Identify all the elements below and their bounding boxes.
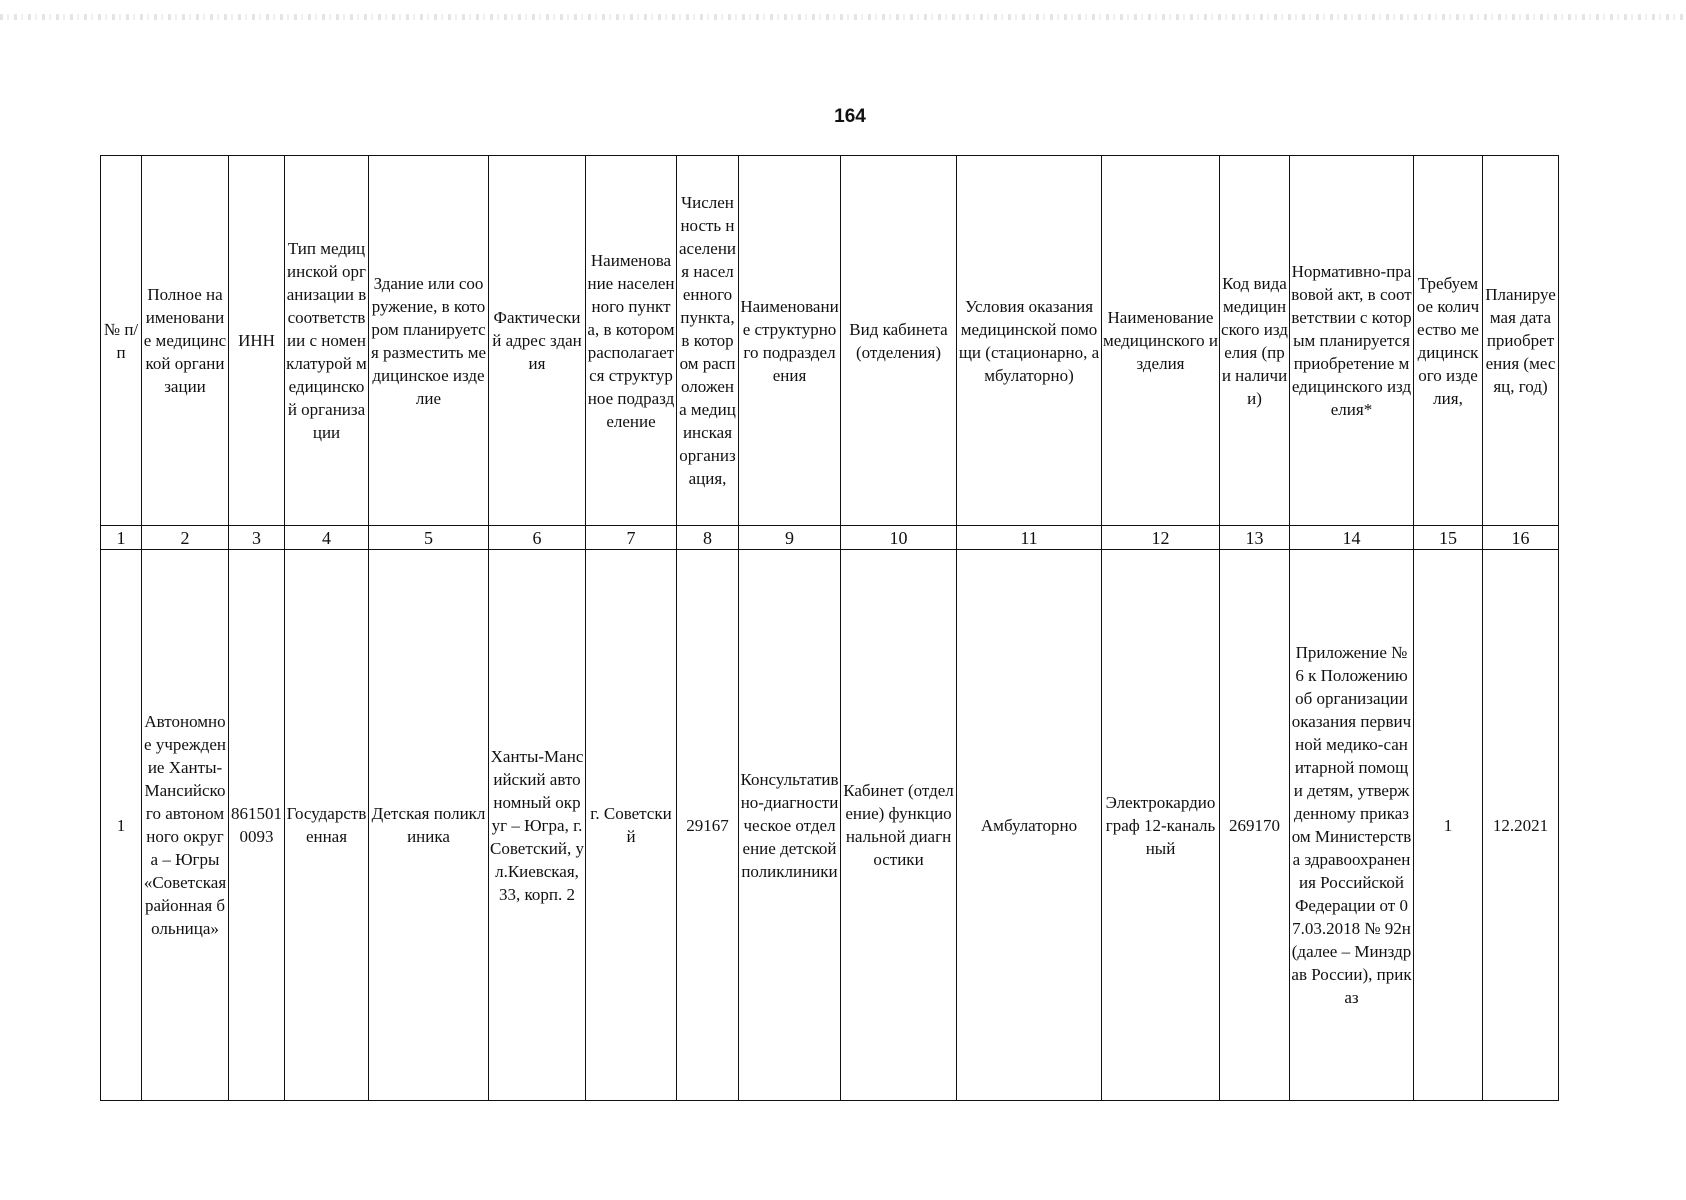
quantity-cell: 1	[1414, 550, 1483, 1101]
column-header: Вид кабинета (отделения)	[841, 156, 957, 526]
column-header: Требуемое количество медицинского изделия,	[1414, 156, 1483, 526]
inn-cell: 8615010093	[229, 550, 285, 1101]
column-header: Фактический адрес здания	[489, 156, 586, 526]
column-number: 7	[586, 526, 677, 550]
legal-act-cell: Приложение № 6 к Положению об организации оказания первичной медико-санитарной помощи детям, утвержденному приказом Министерства здравоохранения Российской Федерации от 07.03.2018 № 92н (далее – Минздрав России), приказ	[1290, 550, 1414, 1101]
column-header: Наименование населенного пункта, в котором располагается структурное подразделение	[586, 156, 677, 526]
column-number: 8	[677, 526, 739, 550]
column-number: 4	[285, 526, 369, 550]
column-number: 15	[1414, 526, 1483, 550]
column-header: ИНН	[229, 156, 285, 526]
page-number: 164	[834, 106, 866, 127]
column-header: Нормативно-правовой акт, в соответствии с которым планируется приобретение медицинского изделия*	[1290, 156, 1414, 526]
row-number-cell: 1	[101, 550, 142, 1101]
column-header: № п/п	[101, 156, 142, 526]
column-header: Тип медицинской организации в соответствии с номенклатурой медицинской организации	[285, 156, 369, 526]
column-header: Условия оказания медицинской помощи (стационарно, амбулаторно)	[957, 156, 1102, 526]
column-number: 12	[1102, 526, 1220, 550]
column-header: Планируемая дата приобретения (месяц, год)	[1483, 156, 1559, 526]
org-name-cell: Автономное учреждение Ханты-Мансийского автономного округа – Югры «Советская районная больница»	[142, 550, 229, 1101]
population-cell: 29167	[677, 550, 739, 1101]
column-header: Полное наименование медицинской организации	[142, 156, 229, 526]
column-header: Наименование медицинского изделия	[1102, 156, 1220, 526]
column-number: 1	[101, 526, 142, 550]
settlement-cell: г. Советский	[586, 550, 677, 1101]
column-number: 11	[957, 526, 1102, 550]
device-code-cell: 269170	[1220, 550, 1290, 1101]
column-number: 6	[489, 526, 586, 550]
column-header: Здание или сооружение, в котором планируется разместить медицинское изделие	[369, 156, 489, 526]
column-header: Код вида медицинского изделия (при наличии)	[1220, 156, 1290, 526]
purchase-date-cell: 12.2021	[1483, 550, 1559, 1101]
address-cell: Ханты-Мансийский автономный округ – Югра, г. Советский, ул.Киевская, 33, корп. 2	[489, 550, 586, 1101]
cabinet-type-cell: Кабинет (отделение) функциональной диагностики	[841, 550, 957, 1101]
device-name-cell: Электрокардиограф 12-канальный	[1102, 550, 1220, 1101]
subdivision-cell: Консультативно-диагностическое отделение детской поликлиники	[739, 550, 841, 1101]
care-conditions-cell: Амбулаторно	[957, 550, 1102, 1101]
column-number: 16	[1483, 526, 1559, 550]
column-number-row	[101, 526, 1559, 550]
scan-edge-artifact	[0, 14, 1686, 20]
column-number: 10	[841, 526, 957, 550]
building-cell: Детская поликлиника	[369, 550, 489, 1101]
org-type-cell: Государственная	[285, 550, 369, 1101]
table-row	[101, 550, 1559, 1101]
column-number: 5	[369, 526, 489, 550]
column-number: 2	[142, 526, 229, 550]
table-header-row	[101, 156, 1559, 526]
equipment-registry-table	[100, 155, 1559, 1101]
column-number: 3	[229, 526, 285, 550]
column-number: 9	[739, 526, 841, 550]
column-header: Наименование структурного подразделения	[739, 156, 841, 526]
column-number: 14	[1290, 526, 1414, 550]
column-number: 13	[1220, 526, 1290, 550]
column-header: Численность населения населенного пункта, в котором расположена медицинская организация,	[677, 156, 739, 526]
